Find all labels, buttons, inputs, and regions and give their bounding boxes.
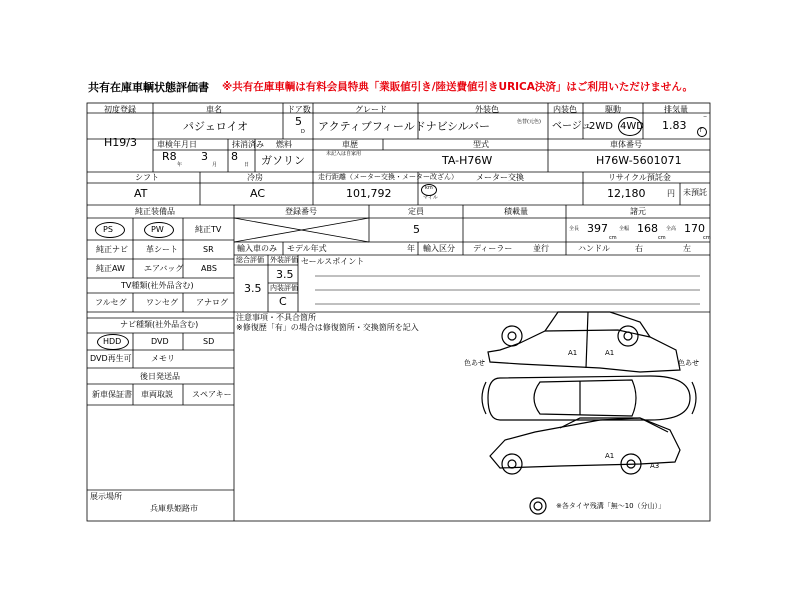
interior-color-value: ベージュ (552, 121, 592, 132)
location-label: 展示場所 (90, 492, 122, 501)
damage-a1-bottom: A1 (605, 452, 615, 460)
displacement-unit: T (699, 128, 703, 134)
recycle-unit: 円 (667, 189, 675, 198)
width-label: 全幅 (619, 226, 630, 232)
exterior-color-value: シルバー (447, 120, 490, 133)
navi-type-label: ナビ種類(社外品含む) (120, 320, 199, 329)
handle-right: 右 (635, 244, 643, 253)
factory-equipment-label: 純正装備品 (135, 207, 175, 216)
capacity-label: 定員 (408, 207, 424, 216)
doc-manual: 車両取説 (141, 390, 173, 399)
dimensions-label: 諸元 (630, 207, 646, 216)
tire-note: ※各タイヤ残溝「無～10（分山）」 (556, 502, 666, 510)
drive-label: 駆動 (605, 105, 621, 114)
door-count-value: 5 (295, 115, 302, 128)
door-unit: D (301, 129, 305, 135)
shift-value: AT (134, 187, 148, 200)
inspection-era: R8 (162, 150, 177, 163)
equip-genuine-aw: 純正AW (96, 264, 125, 273)
equip-fullseg: フルセグ (95, 298, 127, 307)
sales-points-label: セールスポイント (301, 257, 365, 266)
inspection-date-label: 車検年月日 (157, 140, 197, 149)
location-value: 兵庫県姫路市 (150, 504, 198, 513)
mileage-value: 101,792 (346, 187, 392, 200)
model-value: TA-H76W (442, 154, 493, 167)
equip-sd: SD (203, 337, 215, 346)
interior-score-label: 内装評価 (270, 284, 298, 292)
equip-genuine-tv: 純正TV (195, 225, 222, 234)
drive-2wd: 2WD (589, 121, 613, 132)
document-title: 共有在庫車輌状態評価書 (88, 81, 209, 94)
equip-oneseg: ワンセグ (146, 298, 178, 307)
displacement-value: 1.83 (662, 119, 687, 132)
drive-4wd: 4WD (620, 121, 644, 132)
height-label: 全高 (666, 226, 677, 232)
length-value: 397 (587, 222, 608, 235)
fade-mark-right: 色あせ (678, 359, 699, 367)
interior-score-value: C (279, 295, 287, 308)
car-name-label: 車名 (206, 105, 222, 114)
capacity-value: 5 (413, 223, 420, 236)
notes-title: 注意事項・不具合箇所 (236, 313, 316, 322)
ac-label: 冷房 (247, 173, 263, 182)
load-capacity-label: 積載量 (504, 207, 528, 216)
damage-a1-top-left: A1 (568, 349, 578, 357)
registration-number-label: 登録番号 (285, 207, 317, 216)
erased-label: 抹消済み (232, 140, 264, 149)
equip-hdd: HDD (103, 337, 122, 346)
import-only-label: 輸入車のみ (237, 244, 277, 253)
handle-left: 左 (683, 244, 691, 253)
notes-instruction: ※修復歴「有」の場合は修復箇所・交換箇所を記入 (236, 323, 419, 332)
width-cm: cm (658, 235, 666, 241)
exterior-score-value: 3.5 (276, 268, 294, 281)
damage-a3-bottom: A3 (650, 462, 660, 470)
history-sub-label: 未記入は自家用 (326, 151, 362, 157)
day-label: 日 (244, 162, 250, 168)
meter-change-label: メーター交換 (476, 173, 524, 182)
history-label: 車歴 (342, 140, 358, 149)
first-registration-label: 初度登録 (104, 105, 136, 114)
mile-label: マイル (423, 195, 438, 201)
height-value: 170 (684, 222, 705, 235)
interior-color-label: 内装色 (553, 105, 577, 114)
fuel-label: 燃料 (276, 140, 292, 149)
length-label: 全長 (569, 226, 580, 232)
width-value: 168 (637, 222, 658, 235)
recycle-label: リサイクル預託金 (608, 173, 671, 182)
equip-analog: アナログ (196, 298, 228, 307)
equip-sr: SR (203, 245, 214, 254)
mileage-label: 走行距離（メーター交換・メーター改ざん） (318, 173, 458, 181)
exterior-score-label: 外装評価 (270, 256, 298, 264)
grade-label: グレード (355, 105, 387, 114)
equip-airbag: エアバッグ (144, 264, 184, 273)
handle-label: ハンドル (578, 244, 610, 253)
displacement-mark: − (703, 114, 708, 120)
length-cm: cm (609, 235, 617, 241)
year-label: 年 (177, 162, 183, 168)
color-change-note: 色替(元色) (517, 119, 541, 125)
door-count-label: ドア数 (287, 105, 311, 114)
equip-leather-seat: 革シート (146, 245, 178, 254)
fuel-value: ガソリン (261, 154, 305, 167)
ac-value: AC (250, 187, 266, 200)
recycle-status: 未預託 (683, 188, 707, 197)
chassis-label: 車体番号 (610, 140, 642, 149)
model-year-label: モデル年式 (287, 244, 327, 253)
model-label: 型式 (473, 140, 489, 149)
grade-value: アクティブフィールドナビ (318, 120, 448, 133)
equip-memory: メモリ (151, 354, 175, 363)
exterior-color-label: 外装色 (475, 105, 499, 114)
total-score-value: 3.5 (244, 282, 262, 295)
equip-abs: ABS (201, 264, 217, 273)
doc-spare-key: スペアキー (192, 390, 232, 399)
fade-mark-left: 色あせ (464, 359, 485, 367)
dealer-label: ディーラー (473, 244, 513, 253)
height-cm: cm (703, 235, 711, 241)
import-class-label: 輸入区分 (423, 244, 455, 253)
equip-ps: PS (103, 225, 113, 234)
later-docs-label: 後日発送品 (140, 372, 180, 381)
model-year-unit: 年 (407, 244, 415, 253)
doc-warranty: 新車保証書 (92, 390, 132, 399)
tv-type-label: TV種類(社外品含む) (121, 281, 194, 290)
total-score-label: 総合評価 (236, 256, 264, 264)
inspection-month: 3 (201, 150, 208, 163)
chassis-value: H76W-5601071 (596, 154, 682, 167)
recycle-value: 12,180 (607, 187, 646, 200)
parallel-label: 並行 (533, 244, 549, 253)
car-name-value: パジェロイオ (183, 120, 249, 133)
month-label: 月 (212, 162, 218, 168)
equip-genuine-navi: 純正ナビ (96, 245, 128, 254)
equip-dvd: DVD (151, 337, 169, 346)
first-registration-value: H19/3 (104, 136, 137, 149)
equip-pw: PW (151, 225, 164, 234)
member-notice: ※共有在庫車輌は有料会員特典「業販値引き/陸送費値引きURICA決済」はご利用いただけません。 (222, 81, 694, 93)
displacement-label: 排気量 (664, 105, 688, 114)
damage-a1-top-right: A1 (605, 349, 615, 357)
shift-label: シフト (135, 173, 159, 182)
km-label: km (425, 185, 433, 191)
inspection-day: 8 (231, 150, 238, 163)
equip-dvd-player: DVD再生可 (90, 354, 132, 363)
